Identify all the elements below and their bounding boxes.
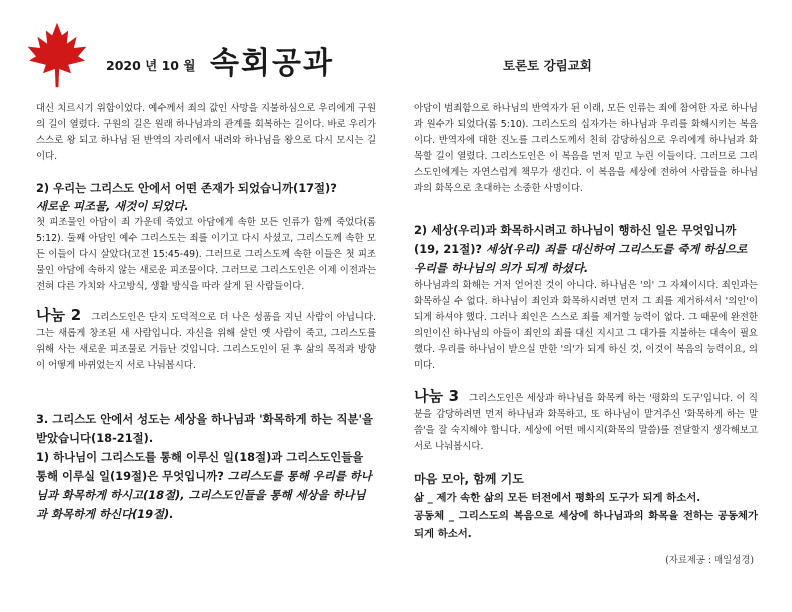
church-name: 토론토 강림교회 [503,58,592,73]
prayer-community: 공동체 _ 그리스도의 복음으로 세상에 하나님과의 화목을 전하는 공동체가 되게 하소서. [414,510,758,540]
right-intro: 아담이 범죄함으로 하나님의 반역자가 된 이래, 모든 인류는 죄에 참여한 자로 하나님과 원수가 되었다(롬 5:10). 그리스도의 십자가는 하나님과 우리를 화해시키는 복음이다. 반역자에 대한 진노를 그리스도께서 친히 감당하심으로 우리에게 하나님과 화목할 길이 열렸다. 그리스도인은 이 복음을 먼저 믿고 누린 이들이다. 그러므로 그리스도인에게는 자연스럽게 책무가 생긴다. 이 복음을 세상에 전하여 사람들을 하나님과의 화목으로 초대하는 소중한 사명이다. [414,103,758,194]
question-2: 2) 우리는 그리스도 안에서 어떤 존재가 되었습니까(17절)? [36,181,337,195]
header [0,0,792,95]
question-2-body: 첫 피조물인 아담이 죄 가운데 죽었고 아담에게 속한 모든 인류가 함께 죽었다(롬 5:12). 둘째 아담인 예수 그리스도는 죄를 이기고 다시 사셨고, 그리스도께 속한 모든 이들이 다시 살았다(고전 15:45-49). 그러므로 그리스도께 속한 이들은 첫 피조물인 아담에 속하지 않는 새로운 피조물이다. 그러므로 그리스도인은 이제 이전과는 전혀 다른 가치와 사고방식, 생활 방식을 따라 살게 된 사람들이다. [36,217,376,292]
right-column [414,101,758,543]
issue-date: 2020 년 10 월 [106,58,196,73]
page-title: 속회공과 [210,46,334,81]
prayer-life: 삶 _ 제가 속한 삶의 모든 터전에서 평화의 도구가 되게 하소서. [414,492,701,504]
question-3-1-text: 1) 하나님이 그리스도를 통해 이루신 일(18절)과 그리스도인들을 통해 이루실 일(19절)은 무엇입니까? [36,450,364,483]
left-intro: 대신 치르시기 위함이었다. 예수께서 죄의 값인 사망을 지불하심으로 우리에게 구원의 길이 열렸다. 구원의 길은 원래 하나님과의 관계를 회복하는 길이다. 바로 우리가 스스로 왕 되고 하나님 된 반역의 자리에서 내려와 하나님을 왕으로 다시 모시는 길이다. [36,103,376,162]
answer-2: 새로운 피조물, 새것이 되었다. [36,199,189,213]
answer-3-1: 그리스도를 통해 우리를 하나님과 화목하게 하시고(18절), 그리스도인들을 통해 세상을 하나님과 화목하게 하신다(19절). [36,469,372,521]
question-r2-body: 하나님과의 화해는 거저 얻어진 것이 아니다. 하나님은 '의' 그 자체이시다. 죄인과는 화목하실 수 없다. 하나님이 죄인과 화목하시려면 먼저 그 죄를 제거하셔서 '의인'이 되게 하셔야 했다. 그러나 죄인은 스스로 죄를 제거할 능력이 없다. 그 때문에 완전한 의인이신 하나님의 아들이 죄인의 죄를 대신 지시고 그 대가를 지불하는 대속이 필요했다. 우리를 하나님이 받으실 만한 '의'가 되게 하신 것, 이것이 복음의 능력이요, 의미다. [414,280,758,371]
question-3-1 [36,448,376,524]
share-3-label: 나눔 3 [414,387,460,405]
source-credit: (자료제공 : 매일성경) [665,555,754,566]
share-2-label: 나눔 2 [36,306,82,324]
question-r2-text: 2) 세상(우리)과 화목하시려고 하나님이 행하신 일은 무엇입니까(19, 21절)? [414,223,737,256]
share-2 [36,307,376,374]
answer-r2: 세상(우리) 죄를 대신하여 그리스도를 죽게 하심으로 우리를 하나님의 의가 되게 하셨다. [414,242,748,275]
share-3 [414,388,758,455]
share-3-text: 그리스도인은 세상과 하나님을 화목케 하는 '평화의 도구'입니다. 이 직분을 감당하려면 먼저 하나님과 화목하고, 또 하나님이 맡겨주신 '화목하게 하는 말씀'을 잘 숙지해야 합니다. 세상에 어떤 메시지(화목의 말씀)를 전달할지 생각해보고 서로 나눠봅시다. [414,393,758,452]
prayer-title: 마음 모아, 함께 기도 [414,472,524,486]
share-2-text: 그리스도인은 단지 도덕적으로 더 나은 성품을 지닌 사람이 아닙니다. 그는 새롭게 창조된 새 사람입니다. 자신을 위해 살던 옛 사람이 죽고, 그리스도를 위해 사는 새로운 피조물로 거듭난 것입니다. 그리스도인이 된 후 삶의 목적과 방향이 어떻게 바뀌었는지 서로 나눠봅시다. [36,312,377,371]
question-r2 [414,221,758,278]
section-3-heading: 3. 그리스도 안에서 성도는 세상을 하나님과 '화목하게 하는 직분'을 받았습니다(18-21절). [36,412,374,445]
maple-leaf-icon [22,20,92,90]
left-column [36,101,376,524]
